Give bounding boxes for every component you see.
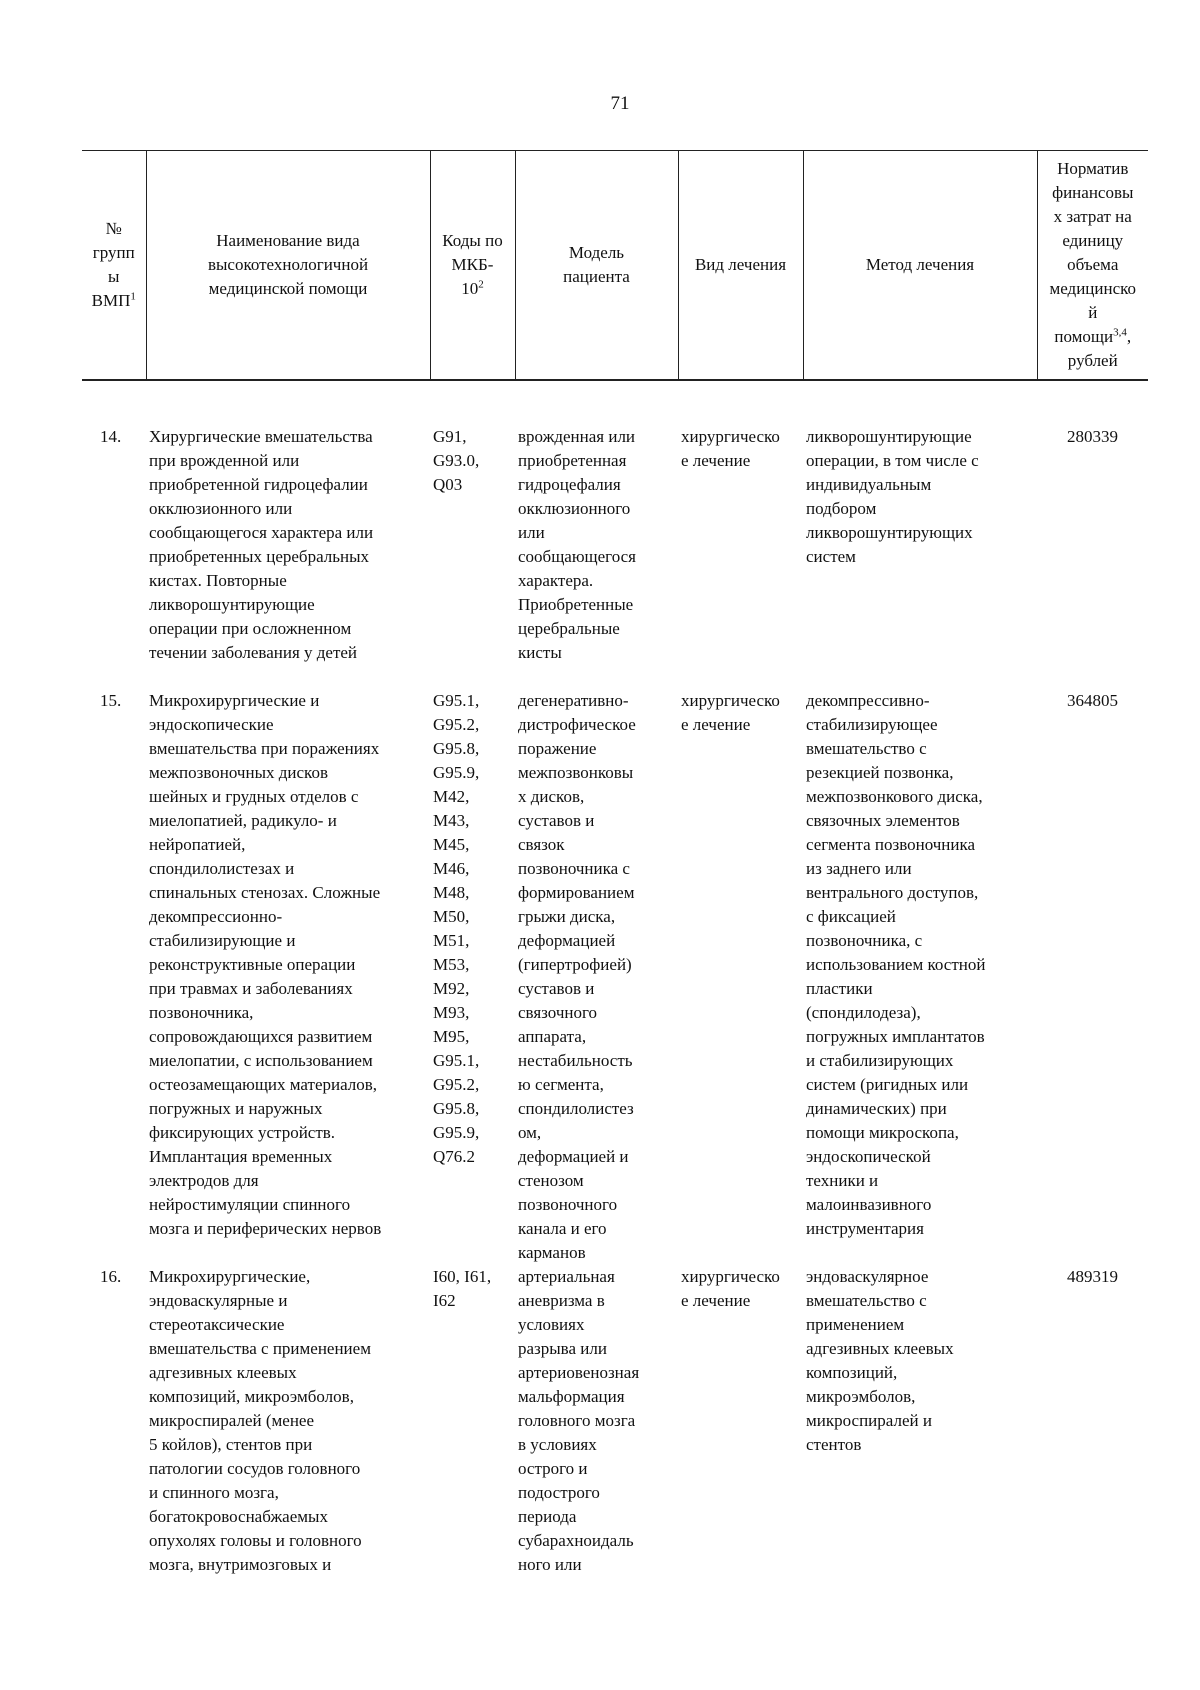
header-icd-codes: Коды по МКБ- $10^2$ [430, 151, 515, 381]
row-number: 16. [100, 1267, 122, 1286]
table-row [82, 1265, 1148, 1577]
row-patient-model: артериальная аневризма в условиях разрыва или артериовенозная мальформация головного мозга в условиях острого и подострого периода субарахноидаль ного или [518, 1267, 640, 1574]
row-patient-model: дегенеративно- дистрофическое поражение межпозвонковы х дисков, суставов и связок позвоночника с формированием грыжи диска, деформацией (гипертрофией) суставов и связочного аппарата, нестабильность ю сегмента, спондилолистез ом, деформацией и стенозом позвоночного канала и его карманов [518, 691, 636, 1262]
row-treatment-method: эндоваскулярное вмешательство с применением адгезивных клеевых композиций, микроэмболов, микроспиралей и стентов [806, 1267, 954, 1454]
row-treatment-method: ликворошунтирующие операции, в том числе с индивидуальным подбором ликворошунтирующих систем [806, 427, 979, 566]
table-row [82, 425, 1148, 689]
row-number: 15. [100, 691, 122, 710]
header-care-name: Наименование вида высокотехнологичной медицинской помощи [146, 151, 430, 381]
header-treatment-type: Вид лечения [678, 151, 803, 381]
row-care-name: Микрохирургические и эндоскопические вмешательства при поражениях межпозвоночных дисков шейных и грудных отделов с миелопатией, радикуло- и нейропатией, спондилолистезах и спинальных стенозах. Сложные декомпрессионно- стабилизирующие и реконструктивные операции при травмах и заболеваниях позвоночника, сопровождающихся развитием миелопатии, с использованием остеозамещающих материалов, погружных и наружных фиксирующих устройств. Имплантация временных электродов для нейростимуляции спинного мозга и периферических нервов [149, 691, 382, 1238]
table-row [82, 689, 1148, 1265]
row-care-name: Хирургические вмешательства при врожденной или приобретенной гидроцефалии окклюзионного или сообщающегося характера или приобретенных церебральных кистах. Повторные ликворошунтирующие операции при осложненном течении заболевания у детей [149, 427, 374, 662]
row-treatment-method: декомпрессивно- стабилизирующее вмешательство с резекцией позвонка, межпозвонкового диска, связочных элементов сегмента позвоночника из заднего или вентрального доступов, с фиксацией позвоночника, с использованием костной пластики (спондилодеза), погружных имплантатов и стабилизирующих систем (ригидных или динамических) при помощи микроскопа, эндоскопической техники и малоинвазивного инструментария [806, 691, 986, 1238]
row-number: 14. [100, 427, 122, 446]
row-care-name: Микрохирургические, эндоваскулярные и стереотаксические вмешательства с применением адгезивных клеевых композиций, микроэмболов, микроспиралей (менее 5 койлов), стентов при патологии сосудов головного и спинного мозга, богатокровоснабжаемых опухолях головы и головного мозга, внутримозговых и [149, 1267, 371, 1574]
row-patient-model: врожденная или приобретенная гидроцефалия окклюзионного или сообщающегося характера. Приобретенные церебральные кисты [518, 427, 637, 662]
row-treatment-type: хирургическо е лечение [681, 1267, 780, 1310]
row-icd-codes: I60, I61, I62 [433, 1267, 492, 1310]
row-cost-norm: 280339 [1067, 427, 1118, 446]
vmp-table [82, 150, 1148, 1577]
table-header-row [82, 151, 1148, 381]
row-treatment-type: хирургическо е лечение [681, 427, 780, 470]
row-icd-codes: G91, G93.0, Q03 [433, 427, 480, 494]
page-number: 71 [610, 93, 630, 114]
row-cost-norm: 489319 [1067, 1267, 1118, 1286]
header-treatment-method: Метод лечения [803, 151, 1037, 381]
header-group-number: № групп ы ВМП$^1$ [82, 151, 146, 381]
header-cost-norm: Норматив финансовы х затрат на единицу объема медицинско й помощи$^{3,4}$, рублей [1037, 151, 1148, 381]
header-patient-model: Модель пациента [515, 151, 678, 381]
row-treatment-type: хирургическо е лечение [681, 691, 780, 734]
row-cost-norm: 364805 [1067, 691, 1118, 710]
row-icd-codes: G95.1, G95.2, G95.8, G95.9, M42, M43, M45, M46, M48, M50, M51, M53, M92, M93, M95, G95.1, G95.2, G95.8, G95.9, Q76.2 [433, 691, 480, 1166]
